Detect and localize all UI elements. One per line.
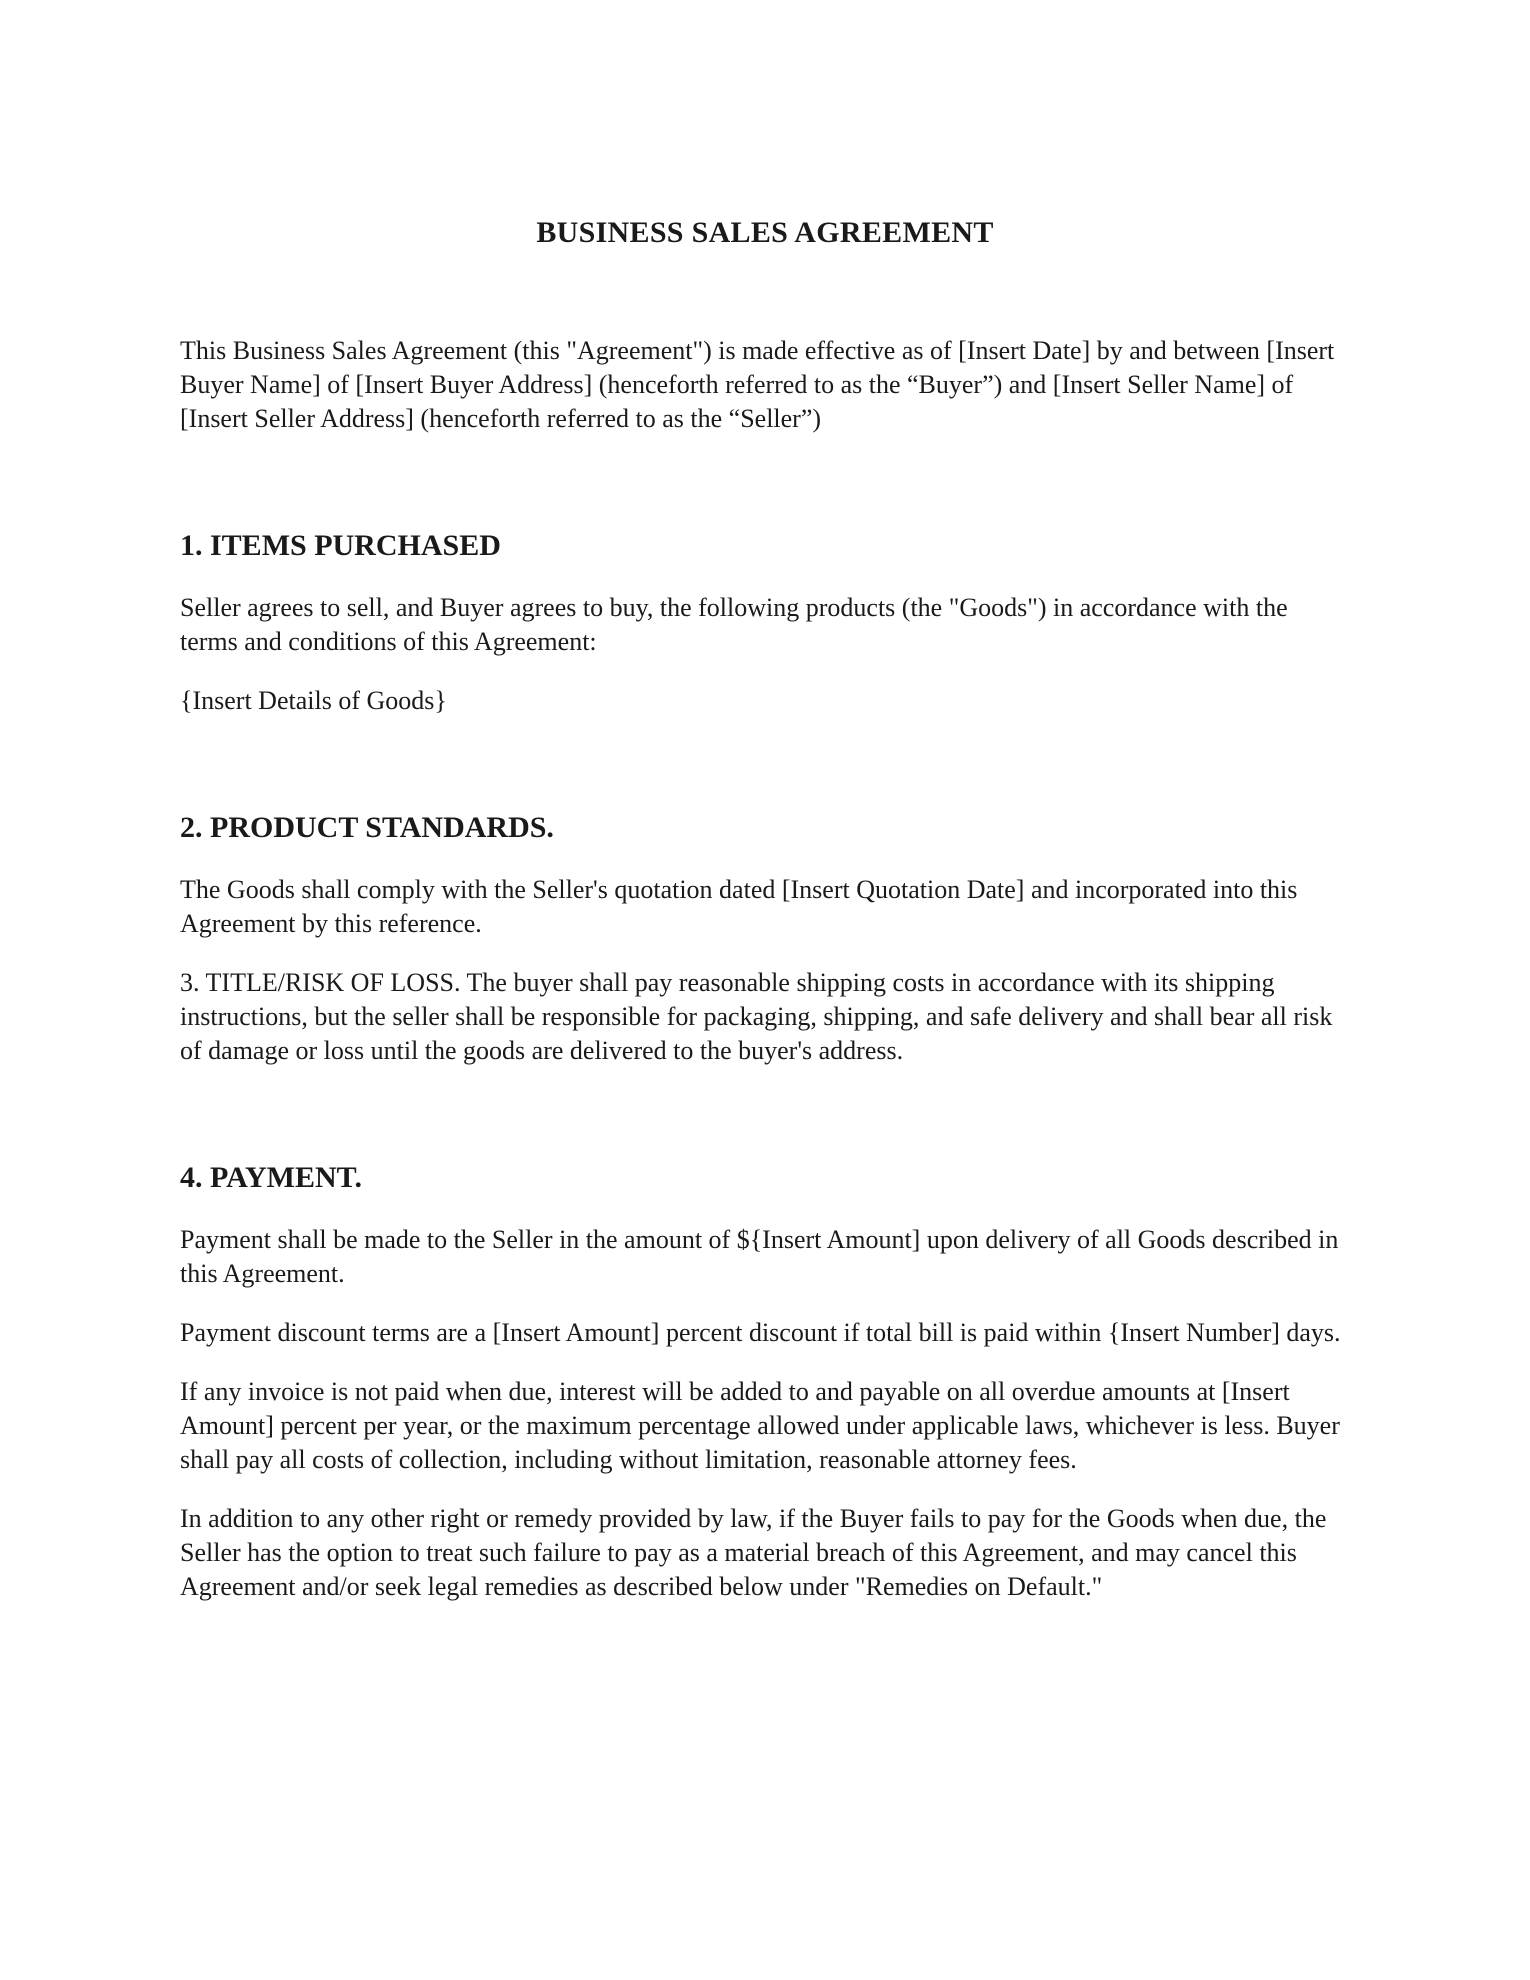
items-purchased-paragraph: Seller agrees to sell, and Buyer agrees to buy, the following products (the "Goods") in accordance with the terms and conditions of this Agreement: — [180, 593, 1288, 656]
goods-details-placeholder: {Insert Details of Goods} — [180, 686, 447, 715]
remedies-paragraph: In addition to any other right or remedy provided by law, if the Buyer fails to pay for the Goods when due, the Seller has the option to treat such failure to pay as a material breach of this Agreement, and may cancel this Agreement and/or seek legal remedies as described below under "Remedies on Default." — [180, 1504, 1327, 1601]
payment-amount-paragraph: Payment shall be made to the Seller in the amount of ${Insert Amount] upon delivery of all Goods described in this Agreement. — [180, 1225, 1339, 1288]
section-heading-items-purchased: 1. ITEMS PURCHASED — [180, 529, 501, 562]
section-heading-product-standards: 2. PRODUCT STANDARDS. — [180, 811, 554, 844]
section-heading-payment: 4. PAYMENT. — [180, 1161, 362, 1194]
document-body — [180, 334, 1345, 1604]
payment-discount-paragraph: Payment discount terms are a [Insert Amount] percent discount if total bill is paid within {Insert Number] days. — [180, 1318, 1341, 1347]
product-standards-paragraph: The Goods shall comply with the Seller's quotation dated [Insert Quotation Date] and incorporated into this Agreement by this reference. — [180, 875, 1298, 938]
document-title: BUSINESS SALES AGREEMENT — [536, 216, 994, 249]
intro-paragraph: This Business Sales Agreement (this "Agreement") is made effective as of [Insert Date] by and between [Insert Buyer Name] of [Insert Buyer Address] (henceforth referred to as the “Buyer”) and [Insert Seller Name] of [Insert Seller Address] (henceforth referred to as the “Seller”) — [180, 336, 1335, 433]
title-risk-of-loss-paragraph: 3. TITLE/RISK OF LOSS. The buyer shall pay reasonable shipping costs in accordance with its shipping instructions, but the seller shall be responsible for packaging, shipping, and safe delivery and shall bear all risk of damage or loss until the goods are delivered to the buyer's address. — [180, 968, 1333, 1065]
overdue-interest-paragraph: If any invoice is not paid when due, interest will be added to and payable on all overdue amounts at [Insert Amount] percent per year, or the maximum percentage allowed under applicable laws, whichever is less. Buyer shall pay all costs of collection, including without limitation, reasonable attorney fees. — [180, 1377, 1340, 1474]
